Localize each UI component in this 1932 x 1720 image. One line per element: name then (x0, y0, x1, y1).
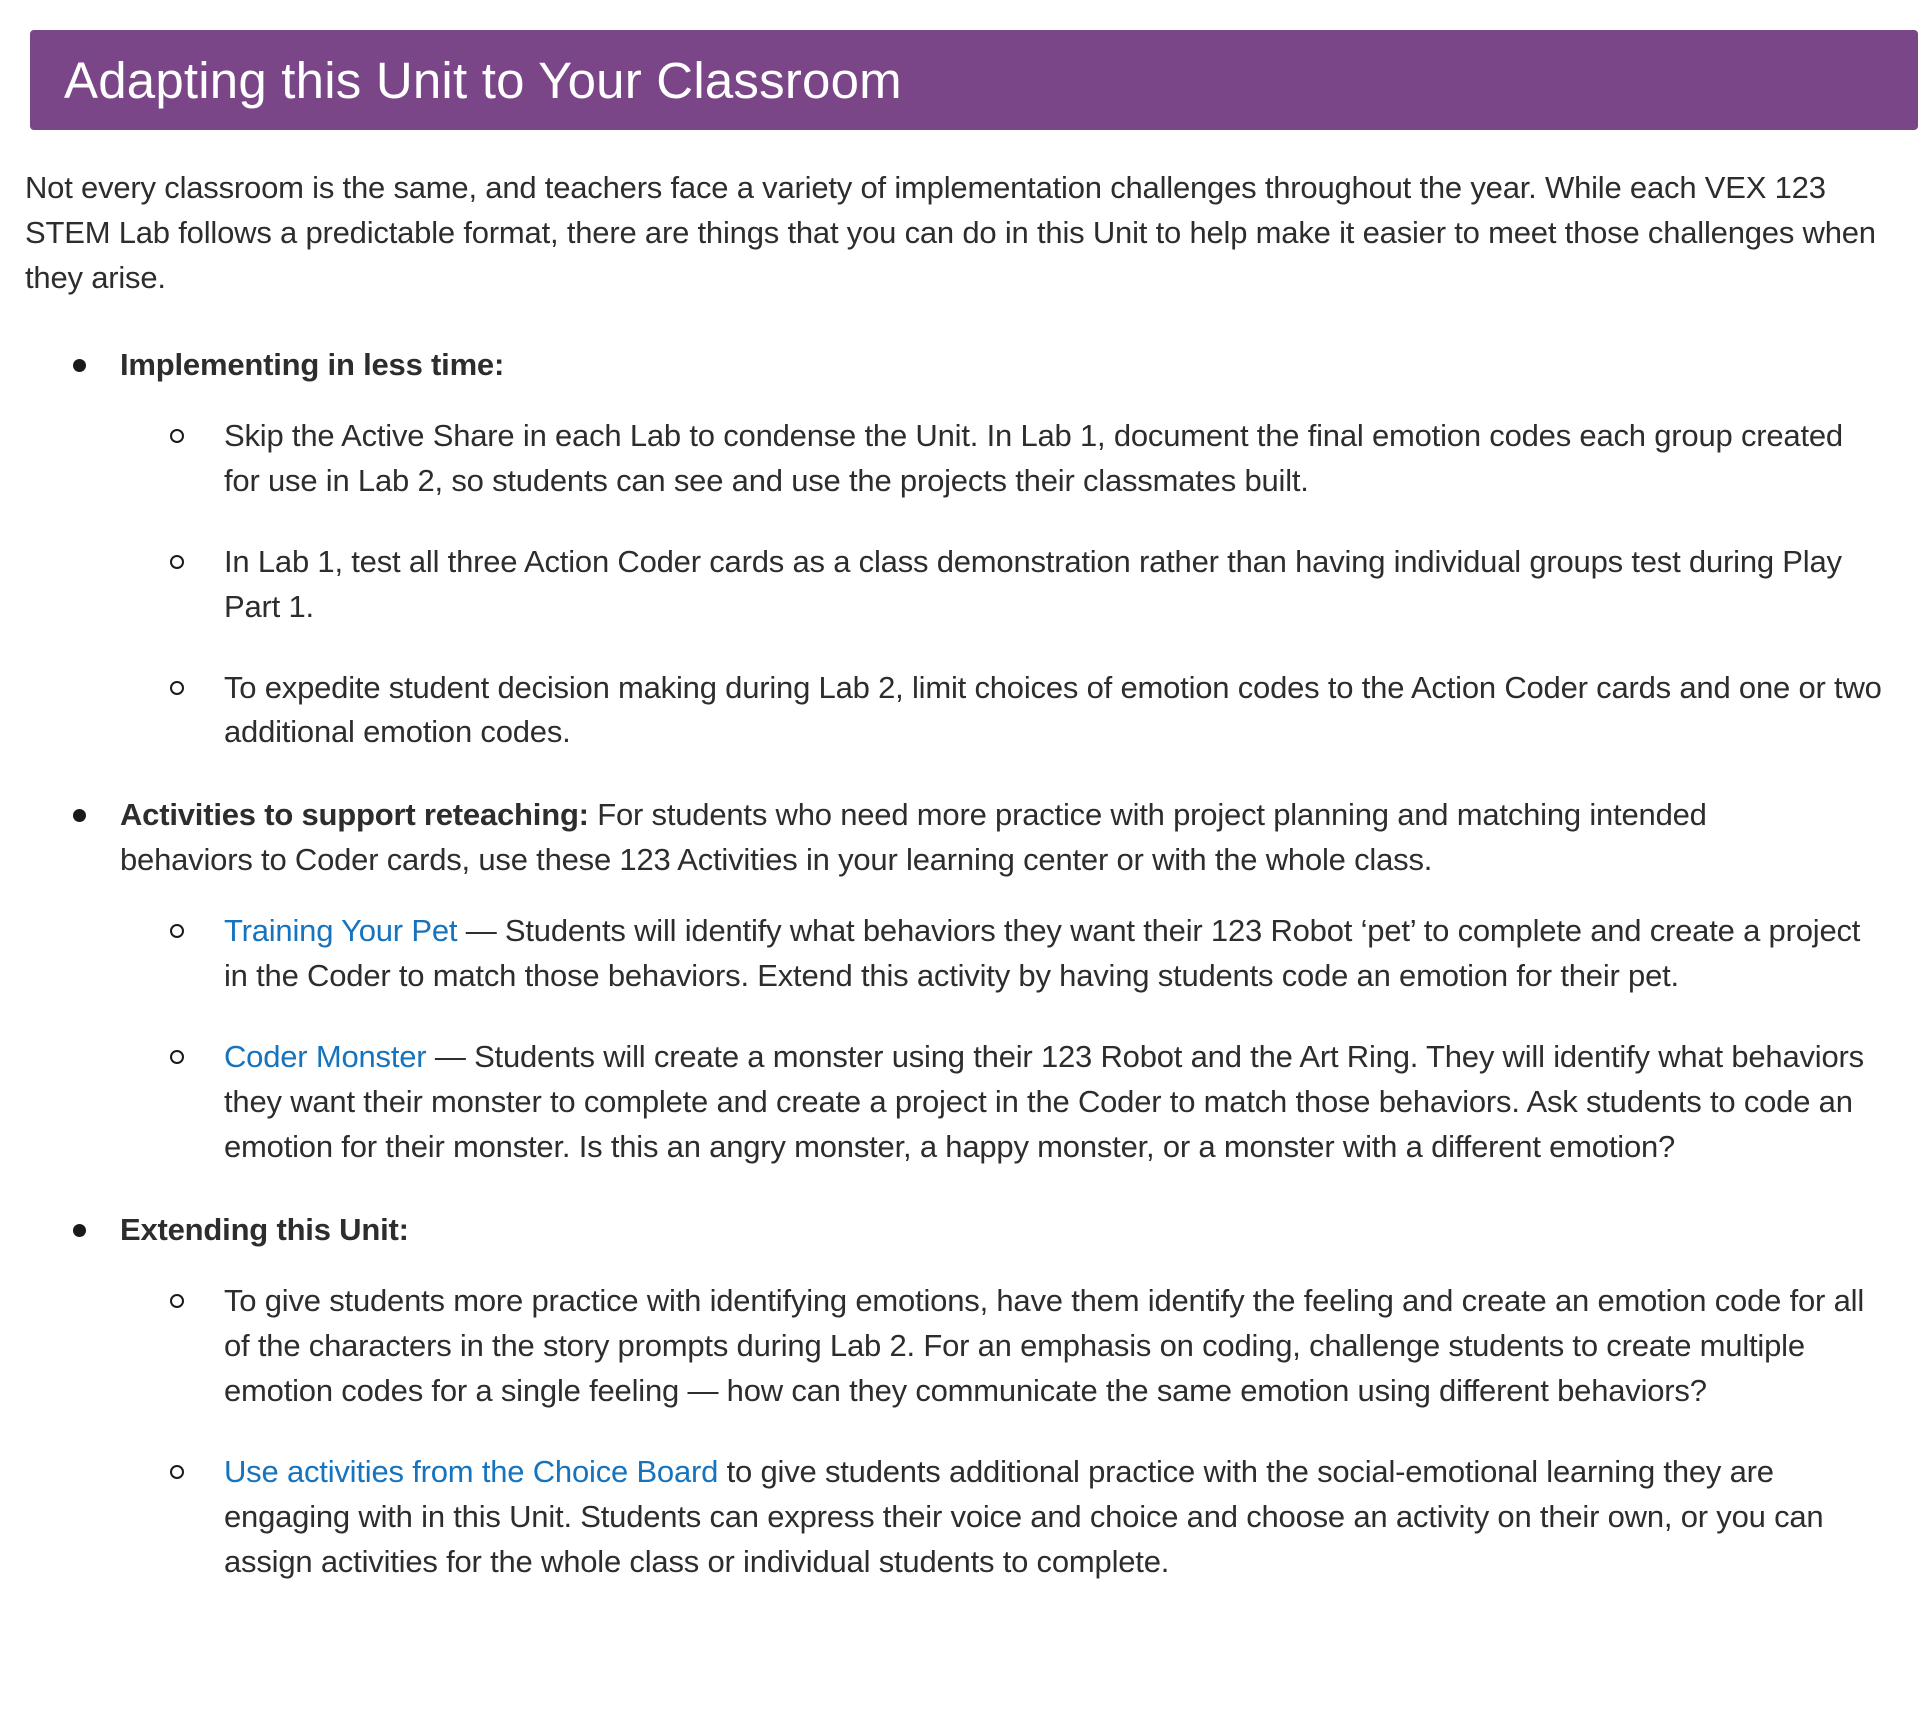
item-text: Skip the Active Share in each Lab to condense the Unit. In Lab 1, document the final emotion codes each group created for use in Lab 2, so students can see and use the projects their classmates built. (224, 417, 1843, 498)
training-your-pet-link[interactable]: Training Your Pet (224, 913, 458, 949)
item-text: to give students additional practice with the social-emotional learning they are engaging with in this Unit. Students can express their voice and choice and choose an activity on their own, or you can assign activities for the whole class or individual students to complete. (224, 1453, 1824, 1579)
choice-board-link[interactable]: Use activities from the Choice Board (224, 1453, 719, 1489)
circle-bullet-icon (170, 1465, 184, 1479)
bullet-list (25, 343, 1908, 1585)
page-title: Adapting this Unit to Your Classroom (64, 51, 902, 109)
bullet-icon (73, 809, 86, 822)
list-item (25, 909, 1908, 999)
section-heading: Implementing in less time: (120, 346, 505, 382)
intro-paragraph: Not every classroom is the same, and teachers face a variety of implementation challenges throughout the year. While each VEX 123 STEM Lab follows a predictable format, there are things that you can do in this Unit to help make it easier to meet those challenges when they arise. (25, 170, 1876, 295)
list-item (25, 1208, 1908, 1585)
list-item (25, 1450, 1908, 1585)
list-item (25, 414, 1908, 504)
sub-bullet-list (25, 1279, 1908, 1585)
item-text: In Lab 1, test all three Action Coder cards as a class demonstration rather than having individual groups test during Play Part 1. (224, 543, 1842, 624)
list-item (25, 540, 1908, 630)
circle-bullet-icon (170, 1294, 184, 1308)
item-text: — Students will identify what behaviors they want their 123 Robot ‘pet’ to complete and create a project in the Coder to match those behaviors. Extend this activity by having students code an emotion for their pet. (224, 913, 1861, 994)
sub-bullet-list (25, 414, 1908, 756)
item-text: To expedite student decision making during Lab 2, limit choices of emotion codes to the Action Coder cards and one or two additional emotion codes. (224, 669, 1882, 750)
page-content (0, 130, 1932, 1663)
section-heading: Extending this Unit: (120, 1211, 409, 1247)
bullet-icon (73, 1224, 86, 1237)
section-heading: Activities to support reteaching: (120, 797, 589, 833)
list-item (25, 793, 1908, 1170)
circle-bullet-icon (170, 1050, 184, 1064)
section-title-bar (30, 30, 1918, 130)
list-item (25, 343, 1908, 756)
circle-bullet-icon (170, 555, 184, 569)
item-text: — Students will create a monster using their 123 Robot and the Art Ring. They will identify what behaviors they want their monster to complete and create a project in the Coder to match those behaviors. Ask students to code an emotion for their monster. Is this an angry monster, a happy monster, or a monster with a different emotion? (224, 1039, 1864, 1164)
list-item (25, 1035, 1908, 1170)
circle-bullet-icon (170, 681, 184, 695)
section-lead: For students who need more practice with project planning and matching intended behaviors to Coder cards, use these 123 Activities in your learning center or with the whole class. (120, 797, 1707, 878)
circle-bullet-icon (170, 429, 184, 443)
list-item (25, 1279, 1908, 1414)
circle-bullet-icon (170, 924, 184, 938)
document-page (0, 30, 1932, 1720)
bullet-icon (73, 359, 86, 372)
sub-bullet-list (25, 909, 1908, 1170)
item-text: To give students more practice with identifying emotions, have them identify the feeling and create an emotion code for all of the characters in the story prompts during Lab 2. For an emphasis on coding, challenge students to create multiple emotion codes for a single feeling — how can they communicate the same emotion using different behaviors? (224, 1282, 1865, 1408)
coder-monster-link[interactable]: Coder Monster (224, 1039, 427, 1075)
list-item (25, 666, 1908, 756)
